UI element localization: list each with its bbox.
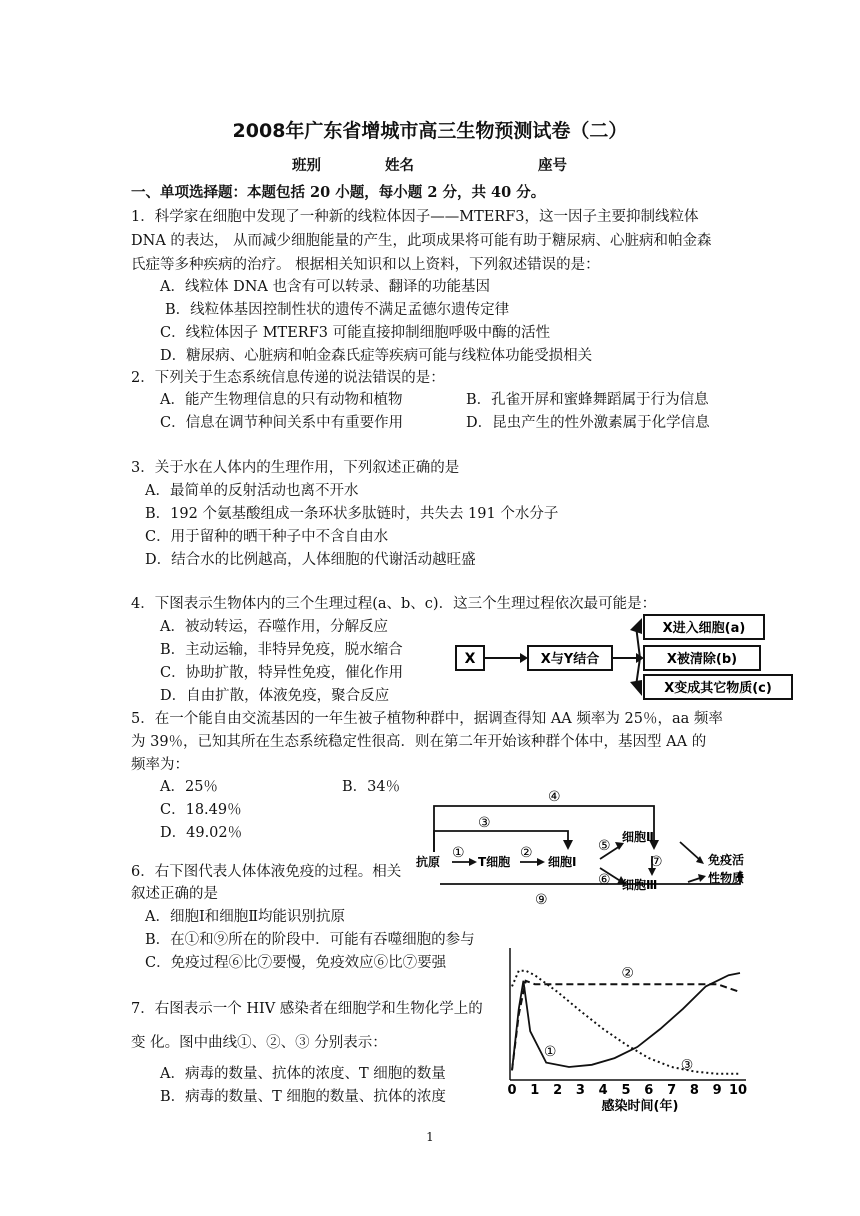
chart-x-tick-label: 6: [644, 1083, 654, 1098]
q6-step7-label: ⑦: [650, 854, 663, 870]
chart-series-label-1: ①: [543, 1043, 557, 1060]
q1-option-b: B．线粒体基因控制性状的遗传不满足孟德尔遗传定律: [165, 302, 510, 318]
q6-product-label-line2: 性物质: [708, 871, 745, 885]
q7-stem-line1: 7．右图表示一个 HIV 感染者在细胞学和生物化学上的: [131, 1001, 483, 1017]
chart-series-label-3: ③: [680, 1057, 694, 1074]
q4-option-b: B．主动运输，非特异免疫，脱水缩合: [160, 642, 403, 658]
q5-stem-line1: 5．在一个能自由交流基因的一年生被子植物种群中，据调查得知 AA 频率为 25％，aa 频率: [131, 711, 723, 727]
q6-cell2-label: 细胞Ⅱ: [622, 830, 654, 844]
page-number: 1: [426, 1130, 434, 1144]
q7-stem-line2: 变 化。图中曲线①、②、③ 分别表示：: [131, 1035, 387, 1051]
chart-x-axis-label: 感染时间(年): [601, 1099, 679, 1114]
q4-option-a: A．被动转运，吞噬作用，分解反应: [160, 619, 388, 635]
q6-stem-line1: 6．右下图代表人体体液免疫的过程。相关: [131, 864, 402, 880]
q7-option-b: B．病毒的数量、T 细胞的数量、抗体的浓度: [160, 1089, 446, 1105]
chart-x-tick-label: 9: [712, 1083, 722, 1098]
q2-option-b: B．孔雀开屏和蜜蜂舞蹈属于行为信息: [466, 392, 709, 408]
q6-product-label-line1: 免疫活: [708, 853, 745, 867]
q5-stem-line3: 频率为：: [131, 757, 189, 773]
chart-series-label-2: ②: [621, 965, 634, 982]
chart-x-tick-label: 7: [667, 1083, 677, 1098]
section-heading: 一、单项选择题：本题包括 20 小题，每小题 2 分，共 40 分。: [131, 184, 546, 201]
q4-stem: 4．下图表示生物体内的三个生理过程(a、b、c)．这三个生理过程依次最可能是：: [131, 596, 657, 612]
q6-option-b: B．在①和⑨所在的阶段中．可能有吞噬细胞的参与: [145, 932, 475, 948]
page-title: 2008年广东省增城市高三生物预测试卷（二）: [232, 120, 628, 142]
seat-label: 座号: [538, 157, 567, 174]
q4-c-label: X变成其它物质(c): [664, 681, 772, 696]
q6-step1-label: ①: [452, 845, 465, 861]
chart-x-tick-label: 1: [530, 1083, 540, 1098]
q6-cell1-label: 细胞Ⅰ: [548, 855, 577, 869]
q5-option-c: C．18.49％: [160, 802, 242, 818]
q1-stem-line3: 氏症等多种疾病的治疗。 根据相关知识和以上资料，下列叙述错误的是：: [131, 257, 600, 273]
q6-immune-diagram: [410, 784, 765, 909]
q2-option-d: D．昆虫产生的性外激素属于化学信息: [466, 415, 710, 431]
q4-option-d: D．自由扩散，体液免疫，聚合反应: [160, 688, 390, 704]
chart-x-tick-label: 2: [553, 1083, 563, 1098]
q3-option-c: C．用于留种的晒干种子中不含自由水: [145, 529, 389, 545]
q3-option-a: A．最简单的反射活动也离不开水: [145, 483, 359, 499]
q5-stem-line2: 为 39％，已知其所在生态系统稳定性很高．则在第二年开始该种群个体中，基因型 AA 的: [131, 734, 707, 750]
q4-x-label: X: [464, 651, 476, 667]
q6-step2-label: ②: [520, 845, 533, 861]
q6-stem-line2: 叙述正确的是: [131, 886, 218, 902]
q6-step4-label: ④: [548, 789, 561, 805]
q5-option-b: B．34％: [342, 779, 401, 795]
q6-step9-label: ⑨: [535, 892, 548, 908]
q6-step6-label: ⑥: [598, 872, 611, 888]
q4-option-c: C．协助扩散，特异性免疫，催化作用: [160, 665, 404, 681]
q3-stem: 3．关于水在人体内的生理作用，下列叙述正确的是: [131, 460, 460, 476]
chart-x-tick-label: 0: [507, 1083, 517, 1098]
chart-x-tick-label: 3: [575, 1083, 585, 1098]
q2-option-a: A．能产生物理信息的只有动物和植物: [160, 392, 403, 408]
q7-option-a: A．病毒的数量、抗体的浓度、T 细胞的数量: [160, 1066, 446, 1082]
name-label: 姓名: [385, 157, 414, 174]
q6-antigen-label: 抗原: [416, 855, 441, 869]
q6-cell3-label: 细胞Ⅲ: [622, 878, 658, 892]
chart-x-tick-label: 8: [689, 1083, 699, 1098]
q1-stem-line1: 1．科学家在细胞中发现了一种新的线粒体因子——MTERF3，这一因子主要抑制线粒体: [131, 209, 699, 225]
q6-option-a: A．细胞Ⅰ和细胞Ⅱ均能识别抗原: [145, 909, 346, 925]
q3-option-b: B．192 个氨基酸组成一条环状多肽链时，共失去 191 个水分子: [145, 506, 559, 522]
q6-option-c: C．免疫过程⑥比⑦要慢，免疫效应⑥比⑦要强: [145, 955, 447, 971]
q4-b-label: X被清除(b): [666, 652, 738, 667]
q2-option-c: C．信息在调节种间关系中有重要作用: [160, 415, 404, 431]
class-label: 班别: [292, 157, 321, 174]
q4-a-label: X进入细胞(a): [662, 621, 746, 636]
q1-stem-line2: DNA 的表达， 从而减少细胞能量的产生，此项成果将可能有助于糖尿病、心脏病和帕金森: [131, 233, 712, 249]
q4-bind-label: X与Y结合: [540, 652, 600, 667]
q4-process-diagram: [450, 608, 800, 704]
q1-option-a: A．线粒体 DNA 也含有可以转录、翻译的功能基因: [160, 279, 490, 295]
q3-option-d: D．结合水的比例越高，人体细胞的代谢活动越旺盛: [145, 552, 476, 568]
q6-step5-label: ⑤: [598, 838, 611, 854]
q1-option-d: D．糖尿病、心脏病和帕金森氏症等疾病可能与线粒体功能受损相关: [160, 348, 593, 364]
q5-option-a: A．25％: [160, 779, 218, 795]
q6-step3-label: ③: [478, 815, 491, 831]
q5-option-d: D．49.02％: [160, 825, 243, 841]
q2-stem: 2．下列关于生态系统信息传递的说法错误的是：: [131, 370, 445, 386]
chart-x-tick-label: 10: [728, 1083, 748, 1098]
q6-tcell-label: T细胞: [478, 855, 511, 869]
chart-x-tick-label: 5: [621, 1083, 631, 1098]
chart-x-tick-label: 4: [598, 1083, 608, 1098]
hiv-chart: [500, 944, 758, 1120]
q1-option-c: C．线粒体因子 MTERF3 可能直接抑制细胞呼吸中酶的活性: [160, 325, 551, 341]
